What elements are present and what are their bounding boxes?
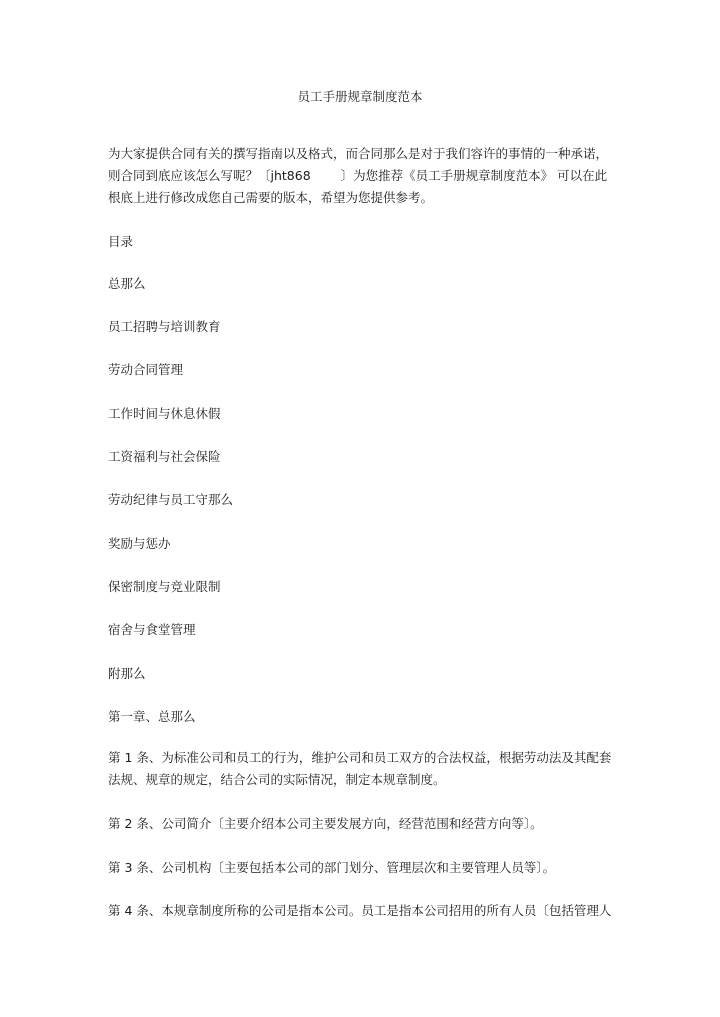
toc-item: 工作时间与休息休假	[108, 406, 221, 421]
article-1	[108, 747, 618, 791]
article-2: 第 2 条、公司简介〔主要介绍本公司主要发展方向，经营范围和经营方向等〕。	[108, 816, 543, 831]
toc-heading: 目录	[108, 234, 134, 249]
article-1-line-1: 第 1 条、为标准公司和员工的行为，维护公司和员工双方的合法权益，根据劳动法及其配套	[108, 750, 612, 765]
toc-item: 附那么	[108, 666, 146, 681]
intro-line-2-start: 则合同到底应该怎么写呢？〔jht868	[108, 168, 311, 183]
intro-paragraph	[108, 143, 618, 209]
article-1-line-2: 法规、规章的规定，结合公司的实际情况，制定本规章制度。	[108, 772, 446, 787]
document-title: 员工手册规章制度范本	[297, 89, 423, 104]
toc-item: 保密制度与竞业限制	[108, 579, 221, 594]
intro-line-1: 为大家提供合同有关的撰写指南以及格式，而合同那么是对于我们容许的事情的一种承诺，	[108, 146, 609, 161]
toc-item: 宿舍与食堂管理	[108, 622, 196, 637]
article-3: 第 3 条、公司机构〔主要包括本公司的部门划分、管理层次和主要管理人员等〕。	[108, 860, 556, 875]
toc-item: 员工招聘与培训教育	[108, 319, 221, 334]
chapter-heading: 第一章、总那么	[108, 709, 196, 724]
intro-line-2	[108, 165, 618, 187]
toc-item: 工资福利与社会保险	[108, 449, 221, 464]
toc-item: 劳动纪律与员工守那么	[108, 492, 234, 507]
intro-line-2-end: 〕为您推荐《员工手册规章制度范本》 可以在此	[340, 168, 608, 183]
toc-item: 总那么	[108, 276, 146, 291]
intro-line-3: 根底上进行修改成您自己需要的版本，希望为您提供参考。	[108, 190, 434, 205]
toc-item: 奖励与惩办	[108, 536, 171, 551]
article-4: 第 4 条、本规章制度所称的公司是指本公司。员工是指本公司招用的所有人员〔包括管理人	[108, 903, 612, 918]
toc-item: 劳动合同管理	[108, 362, 184, 377]
